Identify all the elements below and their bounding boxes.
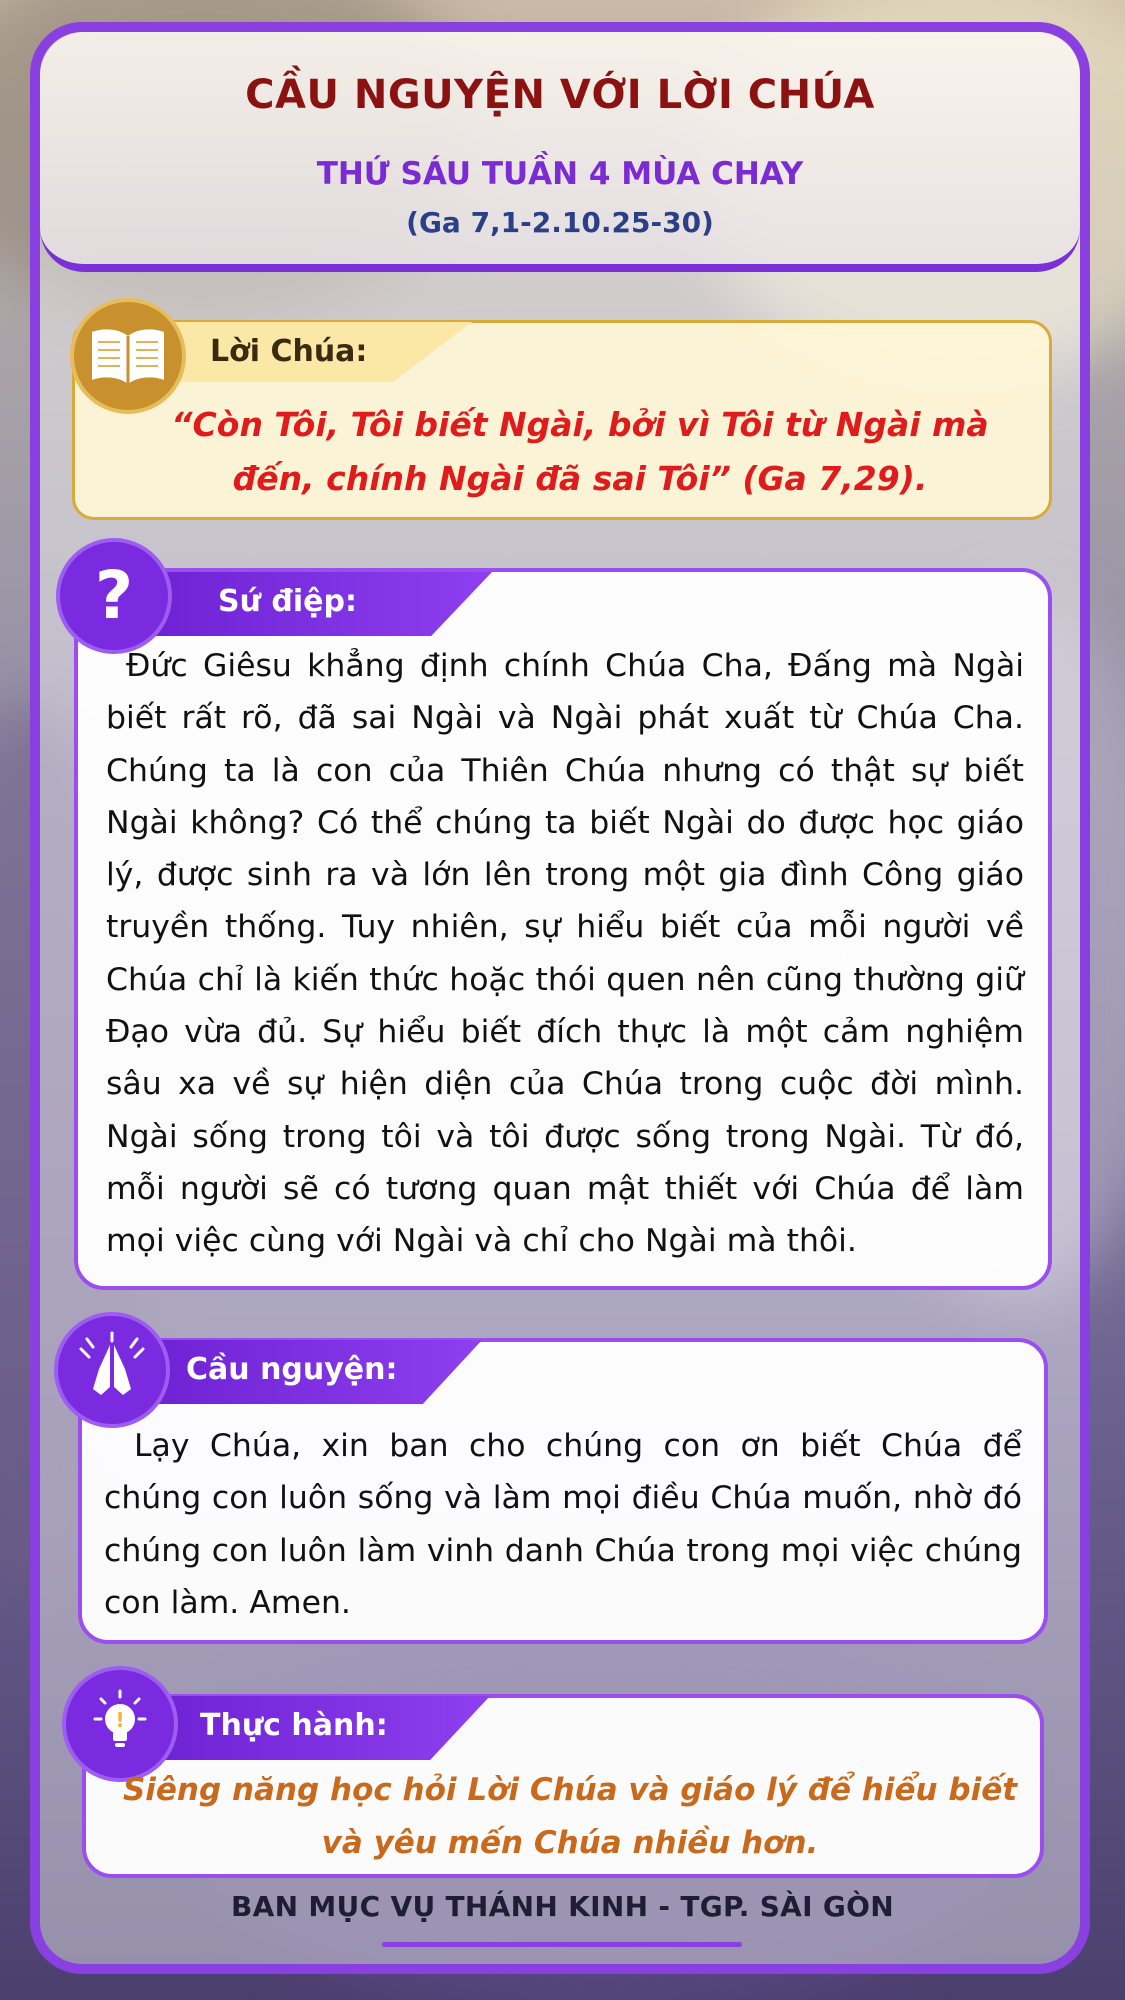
praying-hands-icon	[54, 1312, 170, 1428]
prayer-text: Lạy Chúa, xin ban cho chúng con ơn biết Chúa để chúng con luôn sống và làm mọi điều Chúa muốn, nhờ đó chúng con luôn làm vinh danh Chúa trong mọi việc chúng con làm. Amen.	[104, 1428, 1022, 1621]
question-mark-icon: ?	[56, 538, 172, 654]
practice-text: Siêng năng học hỏi Lời Chúa và giáo lý để hiểu biết và yêu mến Chúa nhiều hơn.	[122, 1772, 1018, 1861]
practice-label: Thực hành:	[200, 1708, 388, 1743]
scripture-reference: (Ga 7,1-2.10.25-30)	[406, 206, 714, 239]
word-label: Lời Chúa:	[210, 334, 368, 369]
footer-underline	[382, 1942, 742, 1947]
prayer-label: Cầu nguyện:	[186, 1352, 398, 1387]
message-text: Đức Giêsu khẳng định chính Chúa Cha, Đấng mà Ngài biết rất rõ, đã sai Ngài và Ngài phát xuất từ Chúa Cha. Chúng ta là con của Thiên Chúa nhưng có thật sự biết Ngài không? Có thể chúng ta biết Ngài do được học giáo lý, được sinh ra và lớn lên trong một gia đình Công giáo truyền thống. Tuy nhiên, sự hiểu biết của mỗi người về Chúa chỉ là kiến thức hoặc thói quen nên cũng thường giữ Đạo vừa đủ. Sự hiểu biết đích thực là một cảm nghiệm sâu xa về sự hiện diện của Chúa trong cuộc đời mình. Ngài sống trong tôi và tôi được sống trong Ngài. Từ đó, mỗi người sẽ có tương quan mật thiết với Chúa để làm mọi việc cùng với Ngài và chỉ cho Ngài mà thôi.	[106, 648, 1024, 1260]
page-title: CẦU NGUYỆN VỚI LỜI CHÚA	[245, 72, 875, 118]
liturgical-day: THỨ SÁU TUẦN 4 MÙA CHAY	[316, 156, 804, 192]
header	[40, 32, 1080, 272]
word-quote: “Còn Tôi, Tôi biết Ngài, bởi vì Tôi từ Ngài mà đến, chính Ngài đã sai Tôi” (Ga 7,29).	[171, 405, 989, 498]
svg-text:!: !	[115, 1708, 125, 1732]
message-label: Sứ điệp:	[218, 584, 357, 619]
open-book-icon	[70, 298, 186, 414]
footer-credit: BAN MỤC VỤ THÁNH KINH - TGP. SÀI GÒN	[230, 1890, 895, 1923]
